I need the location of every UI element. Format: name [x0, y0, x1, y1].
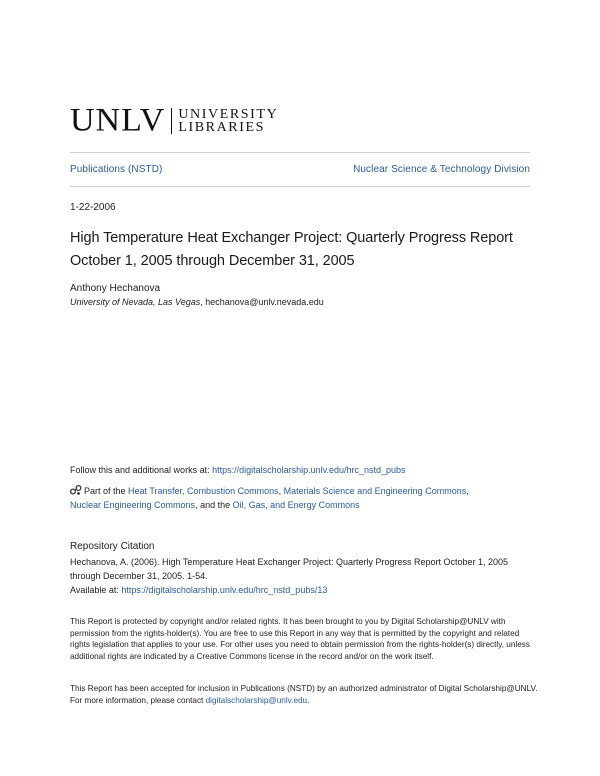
part-of-prefix: Part of the: [84, 486, 129, 496]
publication-date: 1-22-2006: [70, 202, 116, 213]
follow-line: [70, 463, 540, 477]
available-line: [70, 583, 540, 597]
logo-line-1: UNIVERSITY: [178, 107, 279, 122]
nuclear-engineering-link[interactable]: Nuclear Engineering Commons: [70, 500, 196, 510]
contact-email-link[interactable]: digitalscholarship@unlv.edu: [205, 695, 308, 705]
logo-libraries-text: [178, 108, 278, 134]
part-of-line: [70, 484, 540, 512]
author-institution: University of Nevada, Las Vegas: [70, 297, 201, 307]
oil-gas-energy-link[interactable]: Oil, Gas, and Energy Commons: [232, 500, 360, 510]
top-divider: [70, 152, 530, 153]
logo-line-2: LIBRARIES: [178, 120, 266, 135]
document-title: High Temperature Heat Exchanger Project: Quarterly Progress Report October 1, 2005 through December 31, 2005: [70, 230, 513, 269]
network-icon: [70, 484, 82, 496]
part-of-sep-3: , and the: [195, 500, 233, 510]
unlv-libraries-logo[interactable]: [70, 104, 278, 138]
heat-transfer-link[interactable]: Heat Transfer, Combustion Commons: [128, 486, 279, 496]
repository-citation-heading: Repository Citation: [70, 541, 155, 552]
available-link[interactable]: https://digitalscholarship.unlv.edu/hrc_nstd_pubs/13: [121, 585, 328, 595]
available-label: Available at:: [70, 585, 122, 595]
part-of-sep-2: ,: [466, 486, 469, 496]
logo-divider: [171, 108, 172, 134]
logo-unlv-text: UNLV: [70, 102, 166, 139]
acceptance-text: This Report has been accepted for inclusion in Publications (NSTD) by an authorized administrator of Digital Scholarship@UNLV. For more information, please contact: [70, 684, 538, 705]
follow-prefix: Follow this and additional works at:: [70, 465, 213, 475]
acceptance-notice: [70, 683, 538, 706]
materials-science-link[interactable]: Materials Science and Engineering Commons: [283, 486, 467, 496]
author-email: , hechanova@unlv.nevada.edu: [200, 297, 324, 307]
part-of-sep-1: ,: [278, 486, 284, 496]
author-affiliation: [70, 297, 324, 307]
copyright-notice: This Report is protected by copyright and/or related rights. It has been brought to you by Digital Scholarship@UNLV with permission from the rights-holder(s). You are free to use this Report in any way that is permitted by the copyright and related rights legislation that applies to your use. For other uses you need to obtain permission from the rights-holder(s) directly, unless additional rights are indicated by a Creative Commons license in the record and/or on the work itself.: [70, 617, 530, 661]
acceptance-end: .: [307, 695, 310, 705]
nav-divider: [70, 186, 530, 187]
publications-link[interactable]: Publications (NSTD): [70, 164, 163, 175]
follow-link[interactable]: https://digitalscholarship.unlv.edu/hrc_nstd_pubs: [212, 465, 406, 475]
division-link[interactable]: Nuclear Science & Technology Division: [353, 164, 530, 175]
citation-text: Hechanova, A. (2006). High Temperature Heat Exchanger Project: Quarterly Progress Report October 1, 2005 through December 31, 2005. 1-54.: [70, 557, 509, 581]
author-name: Anthony Hechanova: [70, 283, 161, 294]
